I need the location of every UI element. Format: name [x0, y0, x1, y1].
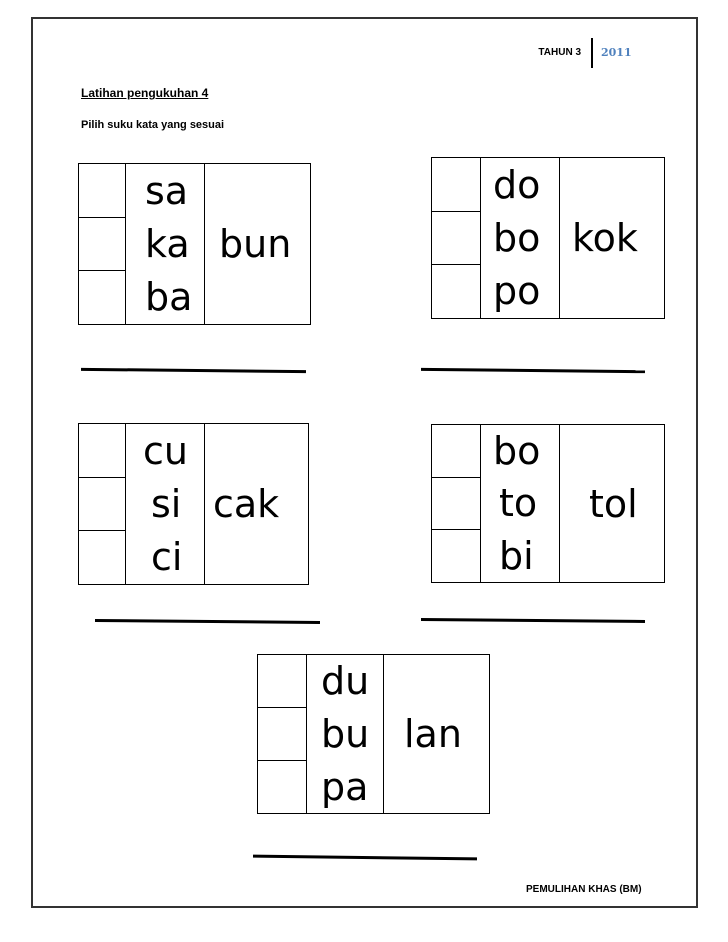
check-box[interactable]	[432, 212, 480, 266]
syllable-option: pa	[321, 764, 369, 809]
exercise-2	[431, 157, 665, 319]
check-box[interactable]	[79, 271, 125, 324]
syllable-option: bo	[493, 215, 541, 260]
header-grade: TAHUN 3	[525, 38, 593, 68]
exercise-4	[431, 424, 665, 583]
syllable-option: bu	[321, 712, 370, 756]
check-box[interactable]	[432, 530, 480, 582]
check-box[interactable]	[432, 478, 480, 531]
suffix-syllable: cak	[213, 482, 280, 526]
check-box[interactable]	[79, 164, 125, 218]
footer: PEMULIHAN KHAS (BM)	[526, 884, 642, 895]
check-box[interactable]	[79, 531, 125, 584]
syllable-option: ba	[145, 275, 193, 320]
check-box[interactable]	[258, 708, 306, 761]
syllable-option: to	[499, 481, 538, 526]
suffix-syllable: bun	[219, 222, 292, 266]
check-box[interactable]	[258, 655, 306, 708]
check-box[interactable]	[79, 478, 125, 532]
check-box[interactable]	[79, 218, 125, 272]
syllable-option: ci	[151, 535, 183, 580]
suffix-syllable: tol	[589, 481, 638, 526]
exercise-title: Latihan pengukuhan 4	[81, 86, 209, 100]
syllable-option: po	[493, 269, 541, 314]
exercise-5	[257, 654, 490, 814]
check-box[interactable]	[258, 761, 306, 813]
suffix-syllable: lan	[404, 712, 462, 756]
syllable-option: du	[321, 659, 370, 704]
header-year: 2011	[601, 46, 632, 59]
check-box[interactable]	[79, 424, 125, 478]
syllable-option: si	[151, 481, 182, 526]
check-box[interactable]	[432, 265, 480, 318]
syllable-option: bi	[499, 533, 534, 578]
check-box[interactable]	[432, 425, 480, 478]
check-box[interactable]	[432, 158, 480, 212]
syllable-option: ka	[145, 221, 190, 266]
syllable-option: sa	[145, 168, 189, 213]
syllable-option: bo	[493, 429, 541, 474]
exercise-1	[78, 163, 311, 325]
suffix-syllable: kok	[572, 216, 638, 260]
syllable-option: cu	[143, 428, 188, 473]
syllable-option: do	[493, 162, 541, 207]
instruction: Pilih suku kata yang sesuai	[81, 119, 225, 131]
header	[525, 38, 632, 68]
exercise-3	[78, 423, 309, 585]
